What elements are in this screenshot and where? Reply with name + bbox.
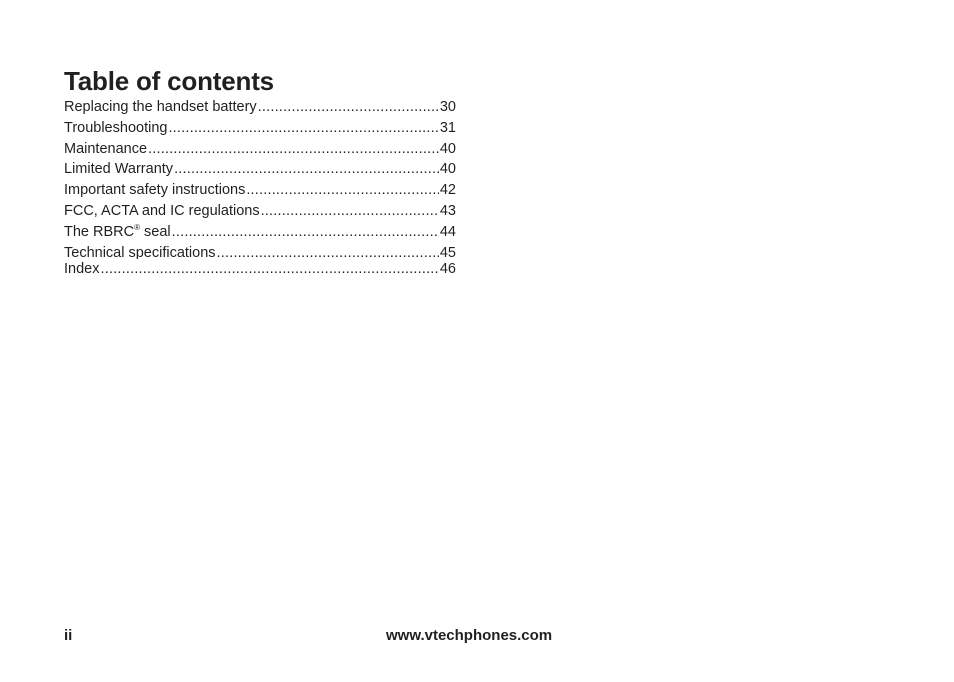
dot-leader	[168, 118, 438, 139]
toc-entry-technical-specifications[interactable]	[64, 243, 456, 259]
toc-entry-page: 46	[439, 260, 456, 277]
dot-leader	[261, 201, 439, 222]
toc-entry-page: 40	[439, 140, 456, 157]
toc-entry-title: Troubleshooting	[64, 119, 168, 136]
toc-entry-page: 42	[439, 182, 456, 199]
dot-leader	[172, 222, 439, 243]
toc-entry-page: 40	[439, 161, 456, 178]
page-title: Table of contents	[64, 66, 274, 96]
dot-leader	[217, 243, 439, 259]
toc-entry-page: 31	[439, 119, 456, 136]
toc-entry-title: Technical specifications	[64, 244, 216, 259]
toc-entry-maintenance[interactable]	[64, 139, 456, 160]
registered-mark: ®	[134, 222, 141, 232]
toc-entry-page: 45	[439, 244, 456, 259]
toc-entry-troubleshooting[interactable]	[64, 118, 456, 139]
toc-entry-index[interactable]	[64, 259, 456, 280]
dot-leader	[100, 259, 438, 280]
footer-url: www.vtechphones.com	[386, 627, 553, 644]
toc-entry-page: 44	[439, 223, 456, 240]
toc-entry-title: Index	[64, 260, 100, 277]
dot-leader	[174, 159, 439, 180]
toc-entry-title: Replacing the handset battery	[64, 99, 257, 115]
toc-entry-title	[64, 222, 172, 243]
toc-entry-rbrc-seal[interactable]	[64, 222, 456, 243]
toc-entry-title: Maintenance	[64, 140, 148, 157]
toc-entry-title: FCC, ACTA and IC regulations	[64, 202, 260, 219]
toc-entry-fcc-acta-ic-regulations[interactable]	[64, 201, 456, 222]
toc-entry-page: 30	[439, 99, 456, 115]
toc-entry-title-text: The RBRC	[64, 223, 135, 240]
table-of-contents	[64, 97, 456, 279]
toc-entry-important-safety-instructions[interactable]	[64, 180, 456, 201]
dot-leader	[258, 97, 439, 118]
toc-entry-title-suffix: seal	[140, 223, 171, 240]
toc-entry-limited-warranty[interactable]	[64, 159, 456, 180]
toc-entry-replacing-handset-battery[interactable]	[64, 97, 456, 118]
toc-entry-page: 43	[439, 202, 456, 219]
dot-leader	[246, 180, 439, 201]
toc-entry-title: Important safety instructions	[64, 182, 246, 199]
footer-page-number: ii	[64, 627, 73, 644]
toc-entry-title: Limited Warranty	[64, 161, 174, 178]
dot-leader	[148, 139, 439, 160]
